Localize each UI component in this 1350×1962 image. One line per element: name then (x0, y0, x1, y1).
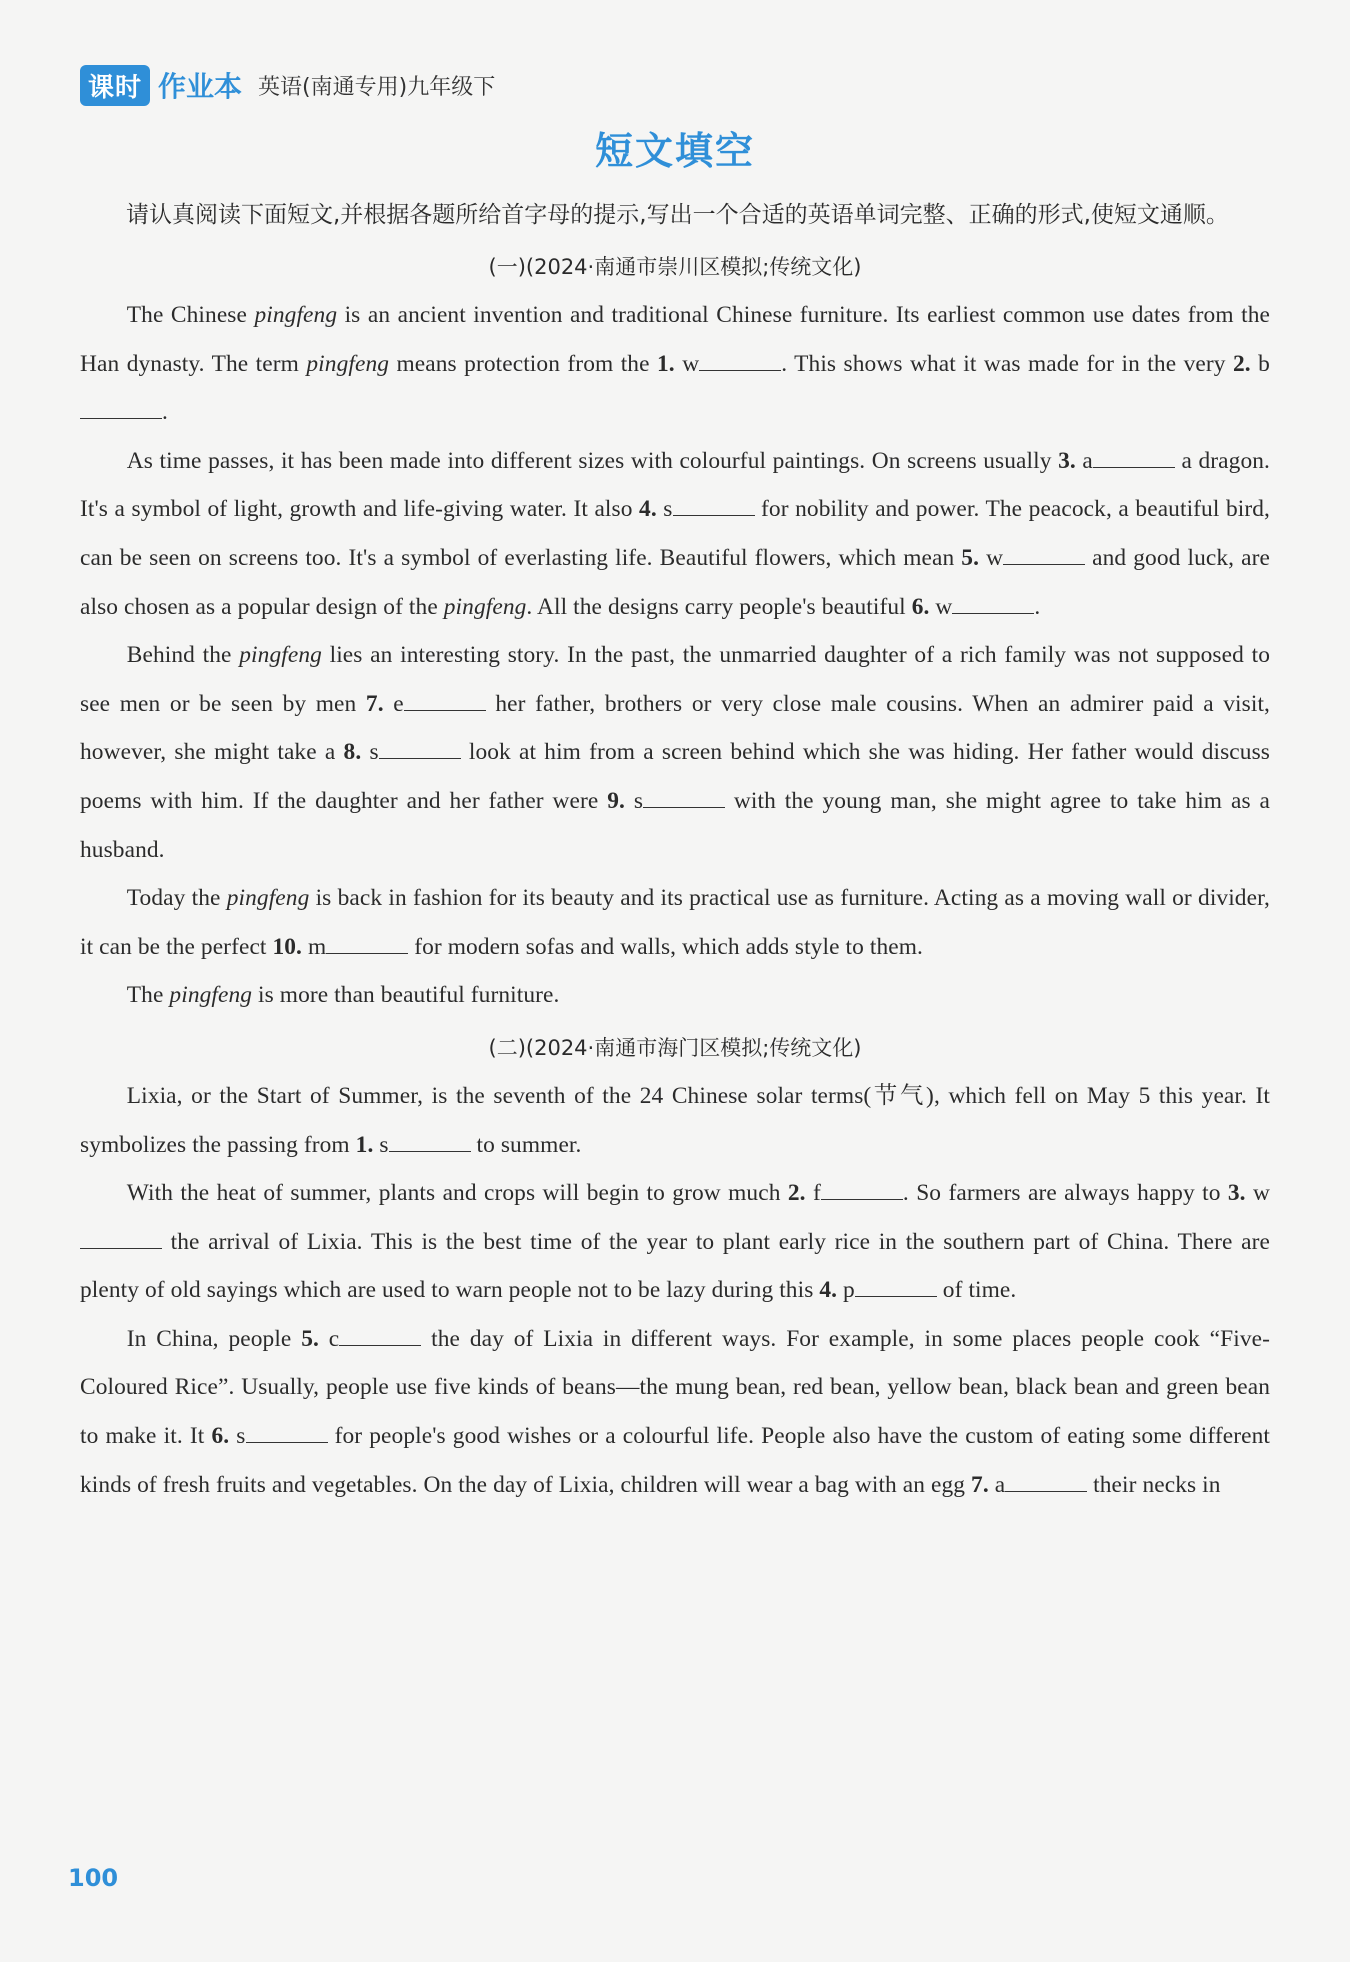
blank-2-1[interactable] (389, 1131, 471, 1152)
passage-1-paragraph-4: Today the pingfeng is back in fashion for its beauty and its practical use as furniture. Acting as a moving wall or divider, it can be the perfect 10. m for modern sofas and walls, which adds style to them. (80, 885, 1270, 960)
blank-2-4[interactable] (855, 1276, 937, 1297)
blank-1-7[interactable] (404, 690, 486, 711)
blank-2-6[interactable] (246, 1422, 328, 1443)
page-number: 100 (68, 1864, 119, 1892)
passage-1-paragraph-3: Behind the pingfeng lies an interesting story. In the past, the unmarried daughter of a rich family was not supposed to see men or be seen by men 7. e her father, brothers or very close male cousins. When an admirer paid a visit, however, she might take a 8. s look at him from a screen behind which she was hiding. Her father would discuss poems with him. If the daughter and her father were 9. s with the young man, she might agree to take him as a husband. (80, 642, 1270, 863)
page-header (80, 60, 1270, 110)
blank-2-7[interactable] (1005, 1471, 1087, 1492)
blank-1-8[interactable] (379, 738, 461, 759)
passage-1-paragraph-1: The Chinese pingfeng is an ancient invention and traditional Chinese furniture. Its earliest common use dates from the Han dynasty. The term pingfeng means protection from the 1. w . This shows what it was made for in the very 2. b. (80, 302, 1270, 426)
brand-logo: 课时 (80, 65, 150, 106)
passage-1-header: (一)(2024·南通市崇川区模拟;传统文化) (488, 255, 862, 279)
blank-1-1[interactable] (699, 350, 781, 371)
passage-2-paragraph-2: With the heat of summer, plants and crops will begin to grow much 2. f . So farmers are always happy to 3. w the arrival of Lixia. This is the best time of the year to plant early rice in the southern part of China. There are plenty of old sayings which are used to warn people not to be lazy during this 4. p of time. (80, 1180, 1270, 1304)
blank-2-2[interactable] (821, 1179, 903, 1200)
passage-2-paragraph-3: In China, people 5. c the day of Lixia in different ways. For example, in some places people cook “Five-Coloured Rice”. Usually, people use five kinds of beans—the mung bean, red bean, yellow bean, black bean and green bean to make it. It 6. s for people's good wishes or a colourful life. People also have the custom of eating some different kinds of fresh fruits and vegetables. On the day of Lixia, children will wear a bag with an egg 7. a their necks in (80, 1325, 1271, 1498)
blank-1-3[interactable] (1093, 447, 1175, 468)
section-title: 短文填空 (594, 129, 755, 173)
blank-1-6[interactable] (952, 593, 1034, 614)
passage-1-paragraph-2: As time passes, it has been made into different sizes with colourful paintings. On screens usually 3. a a dragon. It's a symbol of light, growth and life-giving water. It also 4. s for nobility and power. The peacock, a beautiful bird, can be seen on screens too. It's a symbol of everlasting life. Beautiful flowers, which mean 5. w and good luck, are also chosen as a popular design of the pingfeng. All the designs carry people's beautiful 6. w . (80, 447, 1270, 620)
instructions: 请认真阅读下面短文,并根据各题所给首字母的提示,写出一个合适的英语单词完整、正确的形式,使短文通顺。 (126, 202, 1229, 228)
blank-1-2[interactable] (80, 398, 162, 419)
subject-label: 英语(南通专用)九年级下 (258, 74, 496, 100)
blank-1-9[interactable] (643, 787, 725, 808)
brand-name: 作业本 (158, 70, 243, 103)
blank-2-3[interactable] (80, 1228, 162, 1249)
blank-1-10[interactable] (326, 933, 408, 954)
blank-1-5[interactable] (1003, 544, 1085, 565)
passage-2-paragraph-1: Lixia, or the Start of Summer, is the seventh of the 24 Chinese solar terms(节气), which fell on May 5 this year. It symbolizes the passing from 1. s to summer. (80, 1082, 1270, 1158)
blank-1-4[interactable] (673, 495, 755, 516)
passage-1-paragraph-5: The pingfeng is more than beautiful furniture. (126, 982, 560, 1009)
passage-2-header: (二)(2024·南通市海门区模拟;传统文化) (488, 1035, 862, 1060)
blank-2-5[interactable] (339, 1325, 421, 1346)
